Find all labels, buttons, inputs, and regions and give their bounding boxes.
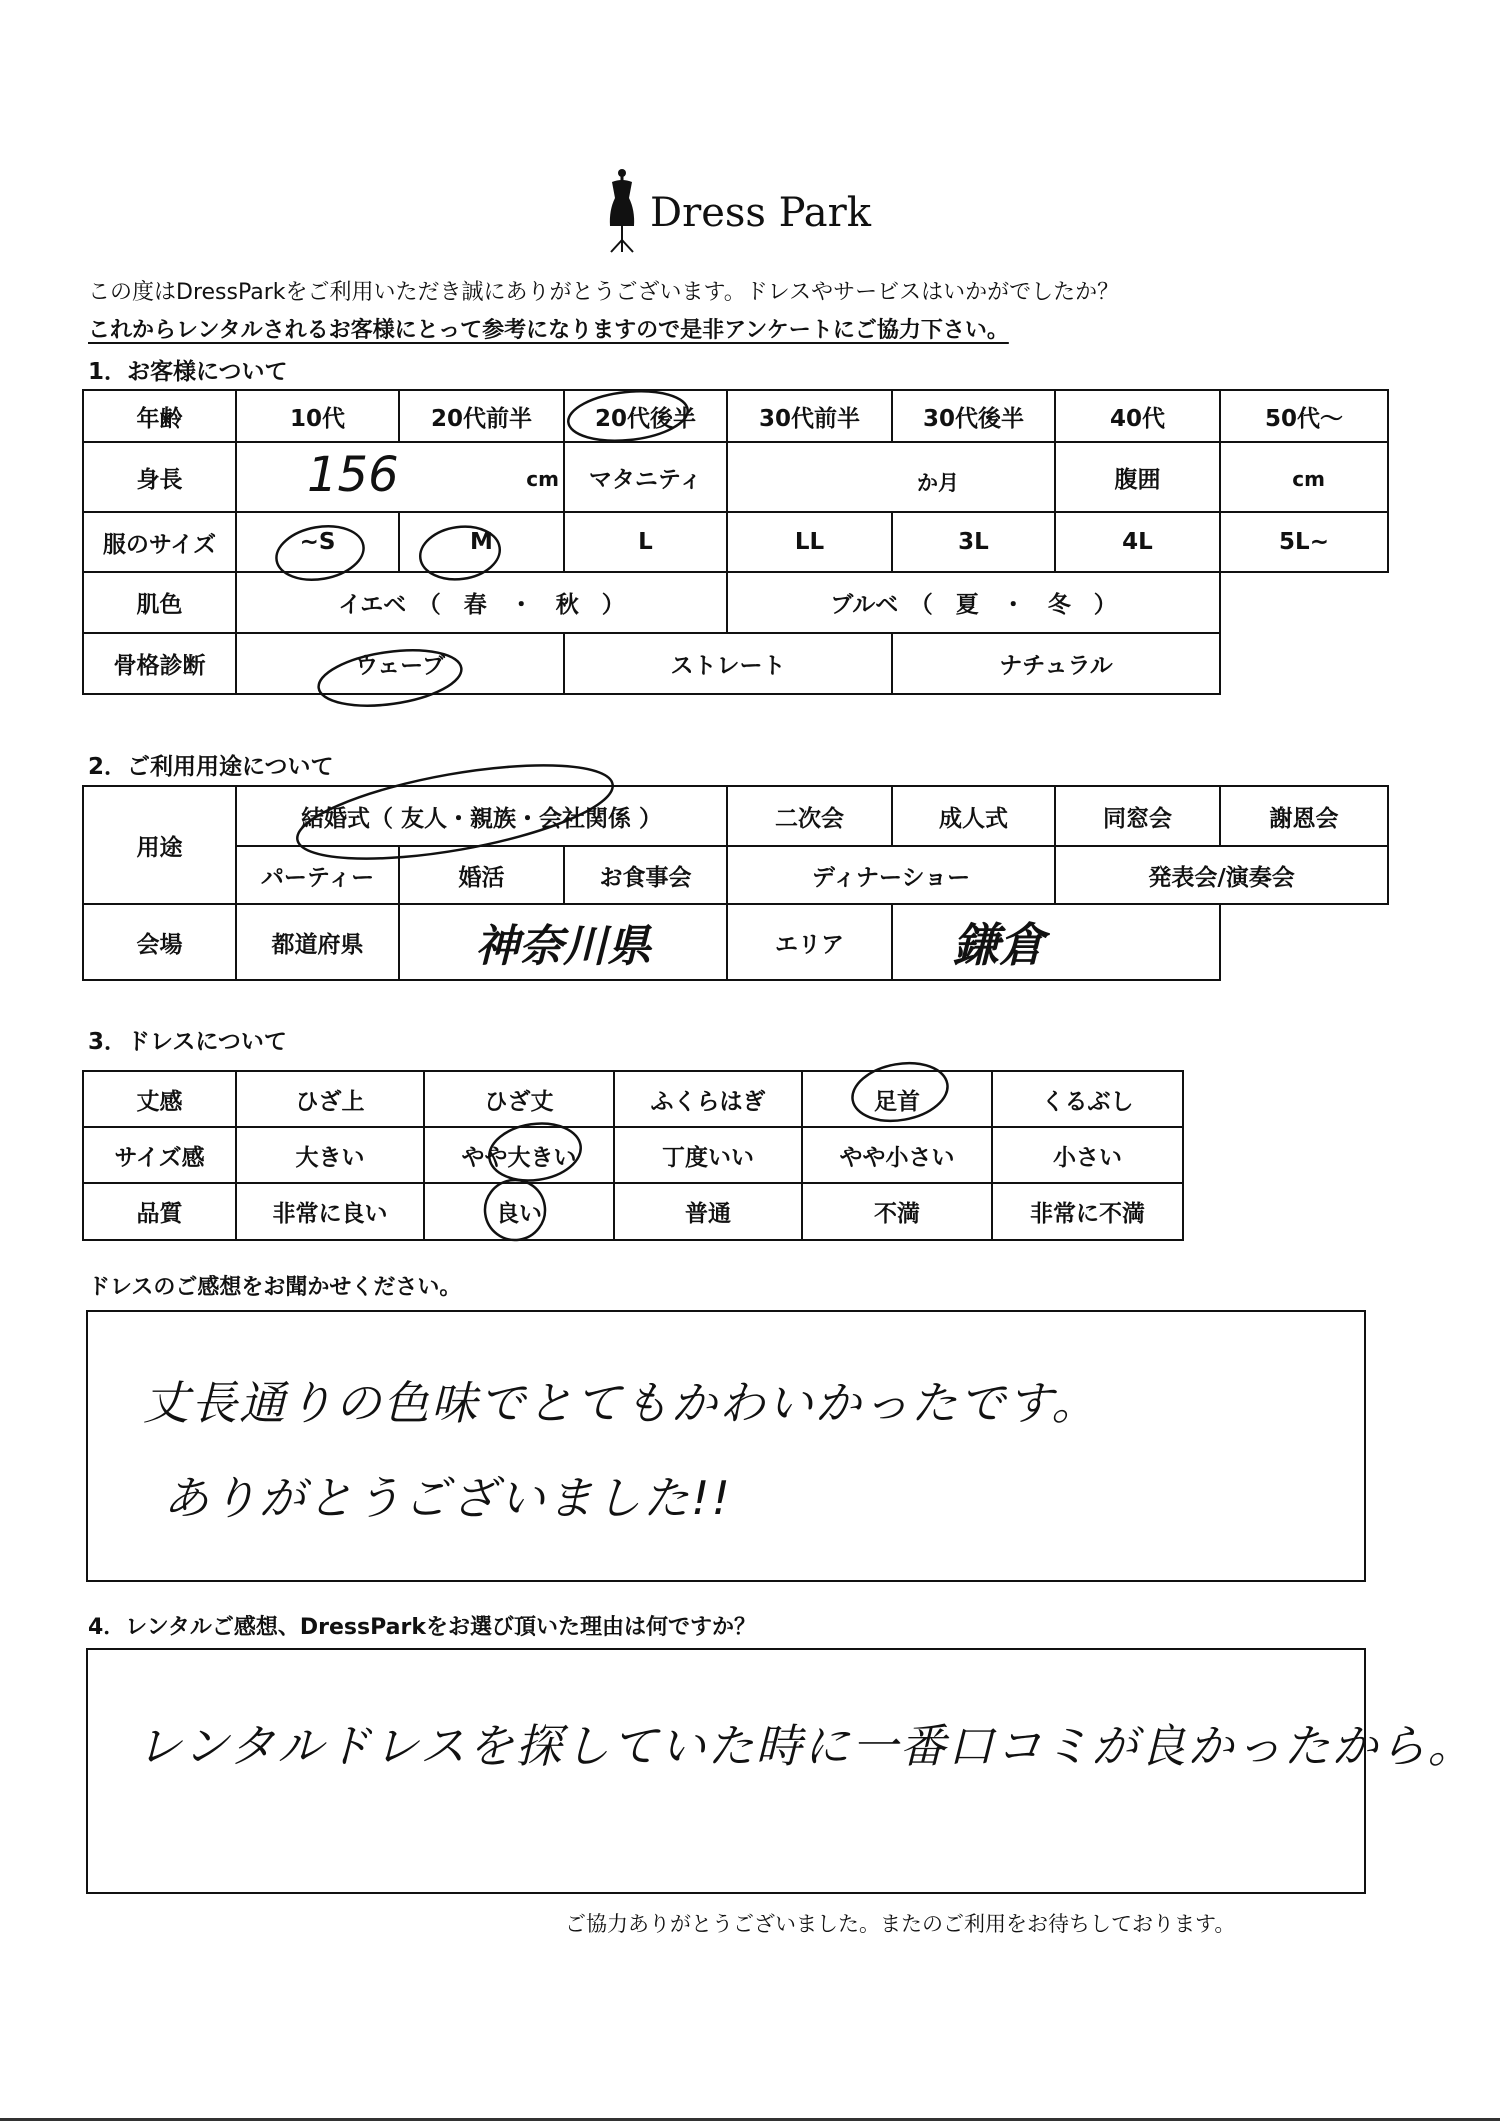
purpose-option[interactable]: 二次会 [727,786,892,846]
quality-option[interactable]: 普通 [614,1183,802,1240]
length-option[interactable]: ひざ上 [236,1071,424,1127]
waist-field[interactable] [1220,442,1388,512]
length-label: 丈感 [83,1071,236,1127]
page-bottom-edge [0,2118,1500,2121]
height-field[interactable] [236,442,564,512]
dress-comment-box[interactable] [86,1310,1366,1582]
empty-cell [1220,572,1388,633]
logo-text: Dress Park [650,190,871,236]
fit-option[interactable]: 小さい [992,1127,1183,1183]
section-1-title: 1．お客様について [88,359,288,385]
dress-comment-prompt: ドレスのご感想をお聞かせください。 [88,1275,462,1300]
age-option[interactable]: 30代後半 [892,390,1055,442]
age-row [83,390,1388,442]
fit-row [83,1127,1183,1183]
fit-option-selected[interactable]: やや大きい [424,1127,614,1183]
fit-option[interactable]: やや小さい [802,1127,992,1183]
age-option[interactable]: 10代 [236,390,399,442]
purpose-option[interactable]: お食事会 [564,846,727,904]
skin-yellow-option[interactable]: イエベ （ 春 ・ 秋 ） [236,572,727,633]
purpose-option-selected[interactable]: 結婚式（ 友人・親族・会社関係 ） [236,786,727,846]
age-option[interactable]: 50代～ [1220,390,1388,442]
frame-option-selected[interactable]: ウェーブ [236,633,564,694]
quality-option-selected[interactable]: 良い [424,1183,614,1240]
size-option-selected[interactable]: ~S [236,512,399,572]
area-value[interactable]: 鎌倉 [892,904,1220,980]
size-option[interactable]: 4L [1055,512,1220,572]
size-option-selected[interactable]: M [399,512,564,572]
purpose-option[interactable]: 成人式 [892,786,1055,846]
height-row [83,442,1388,512]
skin-row [83,572,1388,633]
intro-line-2: これからレンタルされるお客様にとって参考になりますので是非アンケートにご協力下さい。 [88,318,1009,343]
maternity-label: マタニティ [564,442,727,512]
prefecture-label: 都道府県 [236,904,399,980]
fit-label: サイズ感 [83,1127,236,1183]
purpose-label: 用途 [83,786,236,904]
purpose-option[interactable]: パーティー [236,846,399,904]
dress-table [82,1070,1184,1241]
venue-label: 会場 [83,904,236,980]
quality-label: 品質 [83,1183,236,1240]
size-option[interactable]: 5L~ [1220,512,1388,572]
length-option[interactable]: ひざ丈 [424,1071,614,1127]
frame-option[interactable]: ナチュラル [892,633,1220,694]
area-label: エリア [727,904,892,980]
purpose-row-2 [83,846,1388,904]
venue-row [83,904,1388,980]
footer-thanks: ご協力ありがとうございました。またのご利用をお待ちしております。 [565,1912,1236,1936]
prefecture-value[interactable]: 神奈川県 [399,904,727,980]
quality-row [83,1183,1183,1240]
age-option[interactable]: 40代 [1055,390,1220,442]
height-value: 156 [307,447,399,503]
purpose-option[interactable]: ディナーショー [727,846,1055,904]
purpose-option[interactable]: 発表会/演奏会 [1055,846,1388,904]
waist-label: 腹囲 [1055,442,1220,512]
length-row [83,1071,1183,1127]
length-option-selected[interactable]: 足首 [802,1071,992,1127]
empty-cell [1220,904,1388,980]
waist-unit: cm [1292,467,1325,491]
maternity-field[interactable] [727,442,1055,512]
age-option[interactable]: 30代前半 [727,390,892,442]
section-2-title: 2．ご利用用途について [88,754,334,780]
skin-label: 肌色 [83,572,236,633]
purpose-option[interactable]: 同窓会 [1055,786,1220,846]
height-label: 身長 [83,442,236,512]
customer-table [82,389,1389,695]
quality-option[interactable]: 非常に良い [236,1183,424,1240]
fit-option[interactable]: 丁度いい [614,1127,802,1183]
size-label: 服のサイズ [83,512,236,572]
size-option[interactable]: L [564,512,727,572]
rental-comment-line: レンタルドレスを探していた時に一番口コミが良かったから。 [136,1719,1476,1773]
height-unit: cm [526,467,559,491]
maternity-unit: か月 [917,471,959,495]
fit-option[interactable]: 大きい [236,1127,424,1183]
size-row [83,512,1388,572]
dresspark-logo [600,168,900,258]
frame-row [83,633,1388,694]
frame-option[interactable]: ストレート [564,633,892,694]
rental-comment-box[interactable] [86,1648,1476,1894]
length-option[interactable]: くるぶし [992,1071,1183,1127]
length-option[interactable]: ふくらはぎ [614,1071,802,1127]
purpose-option[interactable]: 謝恩会 [1220,786,1388,846]
dress-comment-line-1: 丈長通りの色味でとてもかわいかったです。 [143,1376,1100,1430]
empty-cell [1220,633,1388,694]
age-label: 年齢 [83,390,236,442]
section-4-title: 4．レンタルご感想、DressParkをお選び頂いた理由は何ですか？ [88,1615,756,1640]
section-3-title: 3．ドレスについて [88,1029,287,1055]
purpose-row-1 [83,786,1388,846]
intro-line-1: この度はDressParkをご利用いただき誠にありがとうございます。ドレスやサービスはいかがでしたか？ [88,280,1120,305]
quality-option[interactable]: 非常に不満 [992,1183,1183,1240]
dress-comment-line-2: ありがとうございました!! [163,1471,732,1525]
size-option[interactable]: LL [727,512,892,572]
skin-blue-option[interactable]: ブルベ （ 夏 ・ 冬 ） [727,572,1220,633]
dress-form-icon [602,168,642,254]
size-option[interactable]: 3L [892,512,1055,572]
age-option-selected[interactable]: 20代後半 [564,390,727,442]
usage-table [82,785,1389,981]
frame-label: 骨格診断 [83,633,236,694]
age-option[interactable]: 20代前半 [399,390,564,442]
quality-option[interactable]: 不満 [802,1183,992,1240]
purpose-option[interactable]: 婚活 [399,846,564,904]
